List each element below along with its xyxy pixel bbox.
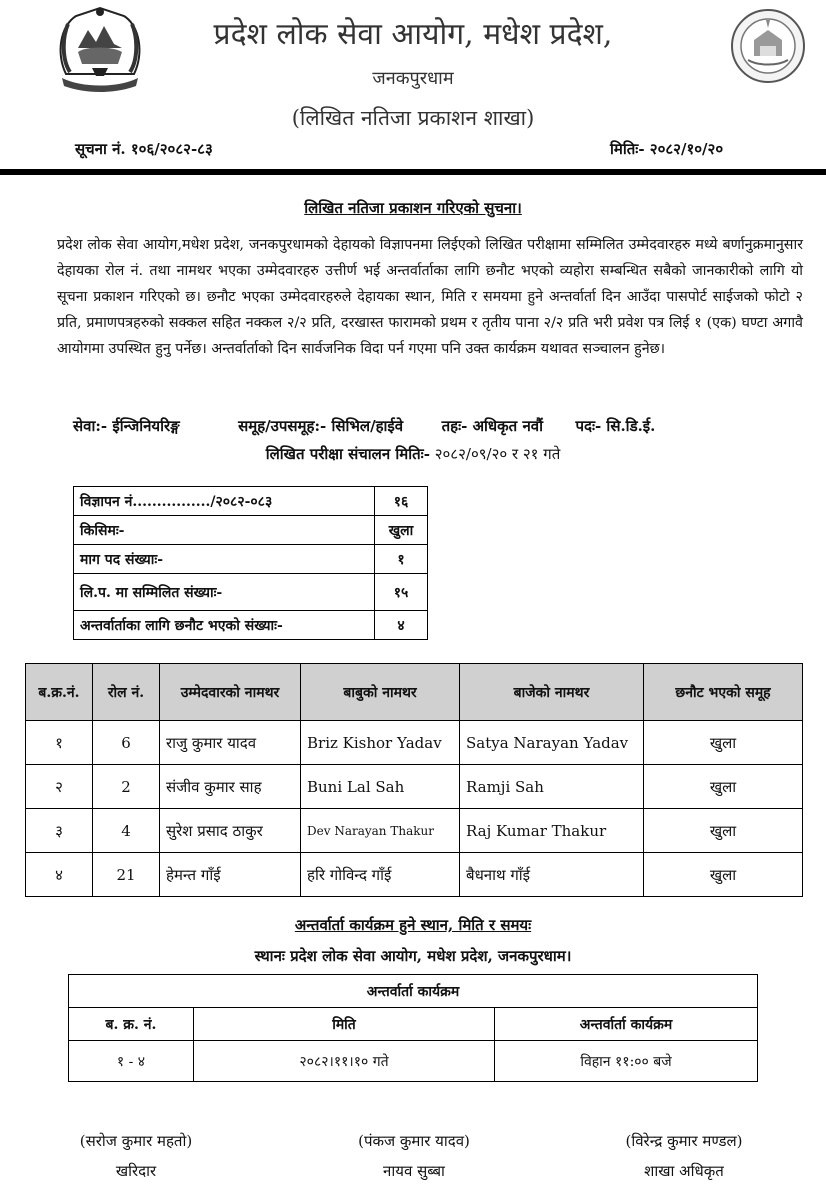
signature-block	[314, 1126, 514, 1186]
signature-block	[584, 1126, 784, 1186]
col-header-roll: रोल नं.	[93, 664, 160, 721]
schedule-col-program: अन्तर्वार्ता कार्यक्रम	[495, 1008, 758, 1041]
schedule-col-date: मिति	[194, 1008, 495, 1041]
row-roll: 21	[93, 853, 160, 897]
signature-block	[36, 1126, 236, 1186]
signatory-name: (पंकज कुमार यादव)	[358, 1132, 470, 1150]
summary-row	[74, 487, 428, 516]
schedule-table	[68, 974, 758, 1082]
summary-key: माग पद संख्याः-	[74, 545, 375, 574]
table-row	[69, 1041, 758, 1082]
group-label: समूह/उपसमूह:- सिभिल/हाईवे	[238, 417, 404, 435]
row-group: खुला	[644, 721, 803, 765]
row-roll: 2	[93, 765, 160, 809]
table-row	[26, 809, 803, 853]
service-label: सेवा:- ईन्जिनियरिङ्ग	[73, 417, 180, 435]
row-group: खुला	[644, 765, 803, 809]
summary-key: अन्तर्वार्ताका लागि छनौट भएको संख्याः-	[74, 611, 375, 640]
row-name: संजीव कुमार साह	[160, 765, 301, 809]
table-row	[26, 721, 803, 765]
table-row	[26, 765, 803, 809]
results-header-row	[26, 664, 803, 721]
row-sn: १	[26, 721, 93, 765]
signatory-title: नायव सुब्बा	[383, 1162, 445, 1180]
notice-date: मितिः- २०८२/१०/२०	[610, 140, 724, 158]
signatory-name: (विरेन्द्र कुमार मण्डल)	[625, 1132, 743, 1150]
post-label: पदः- सि.डि.ई.	[575, 417, 656, 435]
col-header-name: उम्मेदवारको नामथर	[160, 664, 301, 721]
row-grandfather: Ramji Sah	[460, 765, 644, 809]
row-father: Briz Kishor Yadav	[301, 721, 460, 765]
col-header-sn: ब.क्र.नं.	[26, 664, 93, 721]
row-father: Buni Lal Sah	[301, 765, 460, 809]
notice-subject: लिखित नतिजा प्रकाशन गरिएको सुचना।	[304, 199, 522, 217]
schedule-time: विहान ११:०० बजे	[495, 1041, 758, 1082]
row-father: Dev Narayan Thakur	[301, 809, 460, 853]
signatory-title: खरिदार	[115, 1162, 157, 1180]
summary-row	[74, 611, 428, 640]
row-group: खुला	[644, 853, 803, 897]
table-row	[26, 853, 803, 897]
schedule-header-row	[69, 1008, 758, 1041]
row-roll: 4	[93, 809, 160, 853]
summary-value: खुला	[375, 516, 428, 545]
schedule-title: अन्तर्वार्ता कार्यक्रम हुने स्थान, मिति र समयः	[294, 916, 532, 934]
summary-value: १६	[375, 487, 428, 516]
summary-key: विज्ञापन नं................/२०८२-०८३	[74, 487, 375, 516]
row-name: सुरेश प्रसाद ठाकुर	[160, 809, 301, 853]
notice-paragraph: प्रदेश लोक सेवा आयोग,मधेश प्रदेश, जनकपुरधामको देहायको विज्ञापनमा लिईएको लिखित परीक्षामा सम्मिलित उम्मेदवारहरु मध्ये बर्णानुक्रमानुसार देहायका रोल नं. तथा नामथर भएका उम्मेदवारहरु उत्तीर्ण भई अन्तर्वार्ताका लागि छनौट भएको व्यहोरा सम्बन्धित सबैको जानकारीको लागि यो सूचना प्रकाशन गरिएको छ। छनौट भएका उम्मेदवारहरुले देहायका स्थान, मिति र समयमा हुने अन्तर्वार्ता दिन आउँदा पासपोर्ट साईजको फोटो २ प्रति, प्रमाणपत्रहरुको सक्कल सहित नक्कल २/२ प्रति, दरखास्त फारामको प्रथम र तृतीय पाना २/२ प्रति भरी प्रवेश पत्र लिई १ (एक) घण्टा अगावै आयोगमा उपस्थित हुनु पर्नेछ। अन्तर्वार्ताको दिन सार्वजनिक विदा पर्न गएमा पनि उक्त कार्यक्रम यथावत सञ्चालन हुनेछ।	[57, 237, 803, 357]
col-header-grandfather: बाजेको नामथर	[460, 664, 644, 721]
signatory-title: शाखा अधिकृत	[644, 1162, 724, 1180]
row-group: खुला	[644, 809, 803, 853]
summary-value: १५	[375, 574, 428, 611]
schedule-date: २०८२।११।१० गते	[194, 1041, 495, 1082]
row-grandfather: बैधनाथ गाँई	[460, 853, 644, 897]
summary-value: १	[375, 545, 428, 574]
exam-date-value: २०८२/०९/२० र २१ गते	[429, 445, 561, 463]
summary-table	[73, 486, 428, 640]
results-table	[25, 663, 803, 897]
summary-value: ४	[375, 611, 428, 640]
row-grandfather: Raj Kumar Thakur	[460, 809, 644, 853]
col-header-father: बाबुको नामथर	[301, 664, 460, 721]
row-father: हरि गोविन्द गाँई	[301, 853, 460, 897]
branch-name: (लिखित नतिजा प्रकाशन शाखा)	[291, 106, 535, 130]
row-sn: ४	[26, 853, 93, 897]
schedule-col-sn: ब. क्र. नं.	[69, 1008, 194, 1041]
summary-row	[74, 545, 428, 574]
schedule-place: स्थानः प्रदेश लोक सेवा आयोग, मधेश प्रदेश, जनकपुरधाम।	[254, 947, 572, 965]
col-header-group: छनौट भएको समूह	[644, 664, 803, 721]
row-roll: 6	[93, 721, 160, 765]
schedule-title-row	[69, 975, 758, 1008]
exam-info-line	[73, 416, 655, 436]
row-name: हेमन्त गाँई	[160, 853, 301, 897]
notice-number: सूचना नं. १०६/२०८२-८३	[75, 140, 213, 158]
summary-key: किसिमः-	[74, 516, 375, 545]
summary-row	[74, 574, 428, 611]
signatory-name: (सरोज कुमार महतो)	[79, 1132, 193, 1150]
row-sn: ३	[26, 809, 93, 853]
exam-date-label: लिखित परीक्षा संचालन मितिः-	[265, 445, 430, 463]
summary-row	[74, 516, 428, 545]
summary-key: लि.प. मा सम्मिलित संख्याः-	[74, 574, 375, 611]
schedule-sn: १ - ४	[69, 1041, 194, 1082]
exam-date-line	[0, 444, 826, 464]
header-divider	[0, 169, 826, 175]
level-label: तहः- अधिकृत नवौं	[441, 417, 543, 435]
row-grandfather: Satya Narayan Yadav	[460, 721, 644, 765]
row-sn: २	[26, 765, 93, 809]
commission-title: प्रदेश लोक सेवा आयोग, मधेश प्रदेश,	[213, 17, 613, 52]
row-name: राजु कुमार यादव	[160, 721, 301, 765]
commission-location: जनकपुरधाम	[372, 68, 454, 89]
schedule-table-title: अन्तर्वार्ता कार्यक्रम	[69, 975, 758, 1008]
